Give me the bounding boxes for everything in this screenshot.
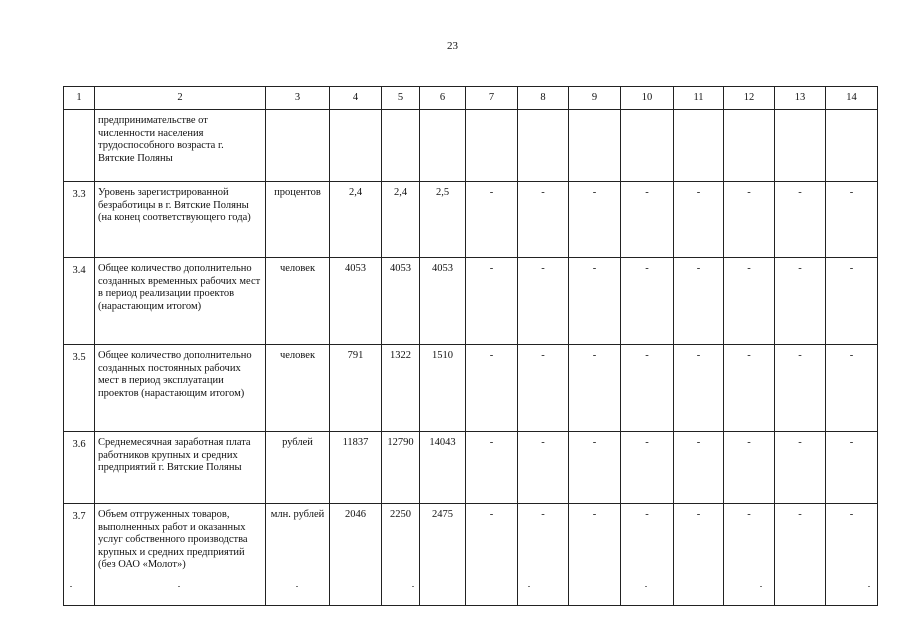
row-number: 3.3 xyxy=(64,182,95,258)
column-header: 11 xyxy=(674,87,724,110)
column-header: 3 xyxy=(266,87,330,110)
dash-cell: - xyxy=(621,182,674,258)
dash-cell: - xyxy=(466,432,518,504)
dash-cell: - xyxy=(826,432,878,504)
column-header: 10 xyxy=(621,87,674,110)
value-cell: 12790 xyxy=(382,432,420,504)
column-header: 7 xyxy=(466,87,518,110)
column-header: 13 xyxy=(775,87,826,110)
unit-cell xyxy=(266,110,330,182)
dash-cell: - xyxy=(724,504,775,606)
table-row xyxy=(64,432,878,504)
scan-speck xyxy=(528,586,530,587)
dash-cell: - xyxy=(621,504,674,606)
row-number: 3.7 xyxy=(64,504,95,606)
dash-cell xyxy=(826,110,878,182)
scan-speck xyxy=(868,586,870,587)
dash-cell: - xyxy=(466,345,518,432)
dash-cell xyxy=(518,110,569,182)
indicator-name: Среднемесячная заработная плата работников крупных и средних предприятий г. Вятские Поляны xyxy=(95,432,266,504)
value-cell: 14043 xyxy=(420,432,466,504)
dash-cell xyxy=(775,110,826,182)
row-number: 3.6 xyxy=(64,432,95,504)
value-cell xyxy=(382,110,420,182)
row-number: 3.5 xyxy=(64,345,95,432)
dash-cell: - xyxy=(569,258,621,345)
dash-cell xyxy=(674,110,724,182)
value-cell: 4053 xyxy=(382,258,420,345)
dash-cell: - xyxy=(466,504,518,606)
dash-cell: - xyxy=(674,504,724,606)
row-number xyxy=(64,110,95,182)
indicator-name: предпринимательстве от численности населения трудоспособного возраста г. Вятские Поляны xyxy=(95,110,266,182)
dash-cell xyxy=(621,110,674,182)
value-cell: 2046 xyxy=(330,504,382,606)
dash-cell: - xyxy=(569,432,621,504)
value-cell xyxy=(420,110,466,182)
scan-noise xyxy=(60,586,880,592)
value-cell: 2475 xyxy=(420,504,466,606)
value-cell: 791 xyxy=(330,345,382,432)
dash-cell: - xyxy=(724,182,775,258)
scan-speck xyxy=(296,586,298,587)
table-row xyxy=(64,345,878,432)
indicator-name: Общее количество дополнительно созданных временных рабочих мест в период реализации проектов (нарастающим итогом) xyxy=(95,258,266,345)
column-header: 2 xyxy=(95,87,266,110)
indicator-name: Общее количество дополнительно созданных постоянных рабочих мест в период эксплуатации проектов (нарастающим итогом) xyxy=(95,345,266,432)
dash-cell xyxy=(569,110,621,182)
page-number: 23 xyxy=(447,40,458,52)
dash-cell xyxy=(724,110,775,182)
dash-cell: - xyxy=(569,504,621,606)
unit-cell: человек xyxy=(266,258,330,345)
column-header: 14 xyxy=(826,87,878,110)
scan-speck xyxy=(178,586,180,587)
column-header: 6 xyxy=(420,87,466,110)
dash-cell: - xyxy=(826,504,878,606)
unit-cell: человек xyxy=(266,345,330,432)
column-header: 12 xyxy=(724,87,775,110)
value-cell: 2,4 xyxy=(330,182,382,258)
value-cell: 4053 xyxy=(420,258,466,345)
dash-cell: - xyxy=(621,345,674,432)
scan-speck xyxy=(412,586,414,587)
dash-cell: - xyxy=(724,432,775,504)
scan-speck xyxy=(645,586,647,587)
table-row xyxy=(64,258,878,345)
dash-cell: - xyxy=(826,258,878,345)
dash-cell: - xyxy=(518,432,569,504)
dash-cell: - xyxy=(724,345,775,432)
dash-cell: - xyxy=(674,182,724,258)
dash-cell: - xyxy=(674,345,724,432)
dash-cell: - xyxy=(775,432,826,504)
dash-cell: - xyxy=(775,345,826,432)
dash-cell: - xyxy=(621,258,674,345)
dash-cell xyxy=(466,110,518,182)
dash-cell: - xyxy=(569,182,621,258)
column-header: 1 xyxy=(64,87,95,110)
unit-cell: млн. рублей xyxy=(266,504,330,606)
dash-cell: - xyxy=(621,432,674,504)
column-header: 5 xyxy=(382,87,420,110)
dash-cell: - xyxy=(518,504,569,606)
dash-cell: - xyxy=(569,345,621,432)
column-header: 8 xyxy=(518,87,569,110)
scan-speck xyxy=(70,586,72,587)
dash-cell: - xyxy=(775,504,826,606)
indicator-name: Объем отгруженных товаров, выполненных работ и оказанных услуг собственного производства крупных и средних предприятий (без ОАО «Молот») xyxy=(95,504,266,606)
value-cell: 2,5 xyxy=(420,182,466,258)
dash-cell: - xyxy=(466,182,518,258)
dash-cell: - xyxy=(518,182,569,258)
value-cell: 4053 xyxy=(330,258,382,345)
column-header: 4 xyxy=(330,87,382,110)
dash-cell: - xyxy=(775,258,826,345)
dash-cell: - xyxy=(775,182,826,258)
indicators-table xyxy=(63,86,878,606)
column-header: 9 xyxy=(569,87,621,110)
scan-speck xyxy=(760,586,762,587)
value-cell: 2250 xyxy=(382,504,420,606)
dash-cell: - xyxy=(826,345,878,432)
header-row xyxy=(64,87,878,110)
value-cell: 1510 xyxy=(420,345,466,432)
dash-cell: - xyxy=(674,432,724,504)
table-row xyxy=(64,182,878,258)
value-cell xyxy=(330,110,382,182)
dash-cell: - xyxy=(826,182,878,258)
dash-cell: - xyxy=(518,345,569,432)
row-number: 3.4 xyxy=(64,258,95,345)
dash-cell: - xyxy=(518,258,569,345)
table-row xyxy=(64,110,878,182)
unit-cell: рублей xyxy=(266,432,330,504)
value-cell: 1322 xyxy=(382,345,420,432)
indicator-name: Уровень зарегистрированной безработицы в г. Вятские Поляны (на конец соответствующего года) xyxy=(95,182,266,258)
dash-cell: - xyxy=(466,258,518,345)
value-cell: 2,4 xyxy=(382,182,420,258)
dash-cell: - xyxy=(724,258,775,345)
dash-cell: - xyxy=(674,258,724,345)
unit-cell: процентов xyxy=(266,182,330,258)
value-cell: 11837 xyxy=(330,432,382,504)
